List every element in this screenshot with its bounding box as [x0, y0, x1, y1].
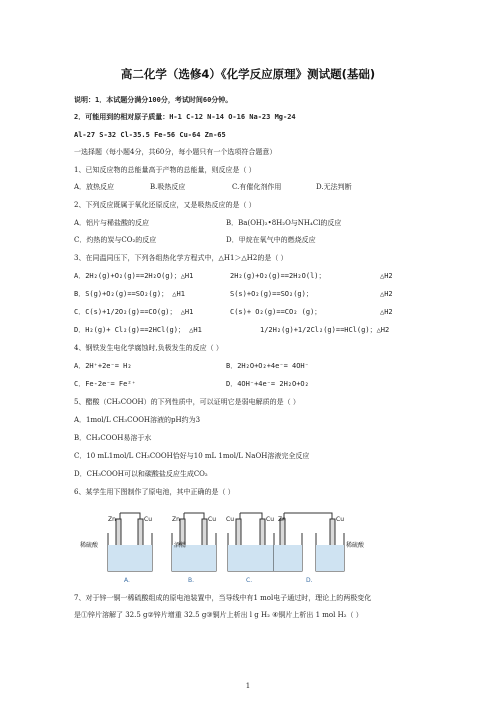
- document-title: 高二化学（选修4）《化学反应原理》测试题(基础): [120, 67, 376, 81]
- question-7-stem: 7、对于锌一铜一稀硫酸组成的原电池装置中，当导线中有1 mol电子通过时，理论上的两极变化: [74, 594, 372, 602]
- cell-a-label-right: Cu: [144, 516, 152, 523]
- question-7-stem-line-2: 是①锌片溶解了 32.5 g②锌片增重 32.5 g③铜片上析出 l g H₂ ④铜片上析出 1 mol H₂（ ）: [74, 611, 363, 619]
- question-3-option-a-eq2: 2H₂(g)+O₂(g)==2H₂O(l)；: [230, 272, 326, 280]
- cell-d-wire: [284, 513, 332, 519]
- cell-b-label-right: Cu: [208, 516, 216, 523]
- cell-d-solution-label: 稀硫酸: [346, 542, 365, 549]
- cell-d-liquid-left: [274, 545, 302, 571]
- page-number: 1: [245, 682, 251, 690]
- cell-d-label-left: Zn: [278, 516, 286, 523]
- question-5-option-b: B．CH₃COOH易溶于水: [74, 434, 152, 442]
- question-3-option-c-eq2: C(s)+ O₂(g)==CO₂ (g)；: [230, 308, 322, 316]
- section-heading: 一选择题（每小题4分，共60分，每小题只有一个选项符合题意）: [74, 148, 277, 156]
- cell-a-label-left: Zn: [108, 516, 116, 523]
- cell-a-liquid: [108, 545, 152, 571]
- question-1-stem: 1、已知反应物的总能量高于产物的总能量，则反应是（ ）: [74, 166, 256, 174]
- question-3-option-b-dh: △H2: [380, 290, 393, 298]
- question-5-option-c: C．10 mL1mol/L CH₃COOH恰好与10 mL 1mol/L NaOH溶液完全反应: [74, 452, 310, 460]
- question-3-option-b-eq2: S(s)+O₂(g)==SO₂(g)；: [230, 290, 313, 298]
- question-6-stem: 6、某学生用下图制作了原电池，其中正确的是（ ）: [74, 488, 235, 496]
- cell-a-wire: [120, 513, 140, 519]
- cell-d-label-right: Cu: [336, 516, 344, 523]
- question-4-stem: 4、钢铁发生电化学腐蚀时,负极发生的反应（ ）: [74, 344, 223, 352]
- question-5-option-d: D．CH₃COOH可以和碳酸盐反应生成CO₂: [74, 470, 208, 478]
- question-3-stem: 3、在同温同压下，下列各组热化学方程式中，△H1＞△H2的是（ ）: [74, 254, 288, 262]
- galvanic-cell-figure: [80, 505, 420, 585]
- question-3-option-b-eq1: B．S(g)+O₂(g)==SO₂(g)； △H1: [74, 290, 185, 298]
- question-2-option-b: B．Ba(OH)₂•8H₂O与NH₄Cl的反应: [226, 219, 342, 227]
- question-1-option-a: A．放热反应: [74, 183, 115, 191]
- question-3-option-a-eq1: A．2H₂(g)+O₂(g)==2H₂O(g)；△H1: [74, 272, 194, 280]
- question-4-option-a: A．2H⁺+2e⁻= H₂: [74, 362, 132, 370]
- cell-c-label-left: Cu: [226, 516, 234, 523]
- question-3-option-d-eq1: D．H₂(g)+ Cl₂(g)==2HCl(g)； △H1: [74, 326, 202, 334]
- question-4-option-b: B．2H₂O+O₂+4e⁻= 4OH⁻: [226, 362, 309, 370]
- option-c-label: C.: [246, 577, 253, 584]
- cell-b-label-left: Zn: [172, 516, 180, 523]
- question-4-option-c: C．Fe-2e⁻= Fe²⁺: [74, 380, 136, 388]
- question-5-stem: 5、醋酸（CH₃COOH）的下列性质中，可以证明它是弱电解质的是（ ）: [74, 398, 300, 406]
- question-3-option-c-dh: △H2: [380, 308, 393, 316]
- cell-c-wire: [240, 513, 262, 519]
- cell-b-wire: [184, 513, 204, 519]
- question-3-option-a-dh: △H2: [380, 272, 393, 280]
- question-1-option-d: D.无法判断: [316, 183, 352, 191]
- option-b-label: B.: [188, 577, 195, 584]
- cell-a-solution-label: 稀硫酸: [80, 542, 99, 549]
- instructions-line-1: 说明：1．本试题分满分100分，考试时间60分钟。: [74, 96, 233, 104]
- question-1-option-b: B.吸热反应: [150, 183, 186, 191]
- option-d-label: D.: [306, 577, 313, 584]
- option-a-label: A.: [124, 577, 130, 584]
- question-3-option-c-eq1: C．C(s)+1/2O₂(g)==CO(g)； △H1: [74, 308, 194, 316]
- instructions-line-3: Al-27 S-32 Cl-35.5 Fe-56 Cu-64 Zn-65: [74, 131, 226, 139]
- question-5-option-a: A．1mol/L CH₃COOH溶液的pH约为3: [74, 416, 201, 424]
- question-2-option-a: A．铝片与稀盐酸的反应: [74, 219, 150, 227]
- question-2-stem: 2、下列反应既属于氧化还原反应，又是吸热反应的是（ ）: [74, 201, 256, 209]
- cell-d-liquid-right: [316, 545, 344, 571]
- question-4-option-d: D．4OH⁻+4e⁻= 2H₂O+O₂: [226, 380, 309, 388]
- instructions-line-2: 2．可能用到的相对原子质量：H-1 C-12 N-14 O-16 Na-23 Mg-24: [74, 113, 296, 121]
- question-3-option-d-eq2: 1/2H₂(g)+1/2Cl₂(g)==HCl(g)；△H2: [260, 326, 390, 334]
- cell-c-label-right: Cu: [266, 516, 274, 523]
- question-1-option-c: C.有催化剂作用: [232, 183, 282, 191]
- question-2-option-d: D．甲烷在氧气中的燃烧反应: [226, 236, 316, 244]
- question-2-option-c: C．灼热的炭与CO₂的反应: [74, 236, 157, 244]
- cell-c-liquid: [228, 545, 274, 571]
- cell-b-solution-label: 酒精: [174, 542, 187, 549]
